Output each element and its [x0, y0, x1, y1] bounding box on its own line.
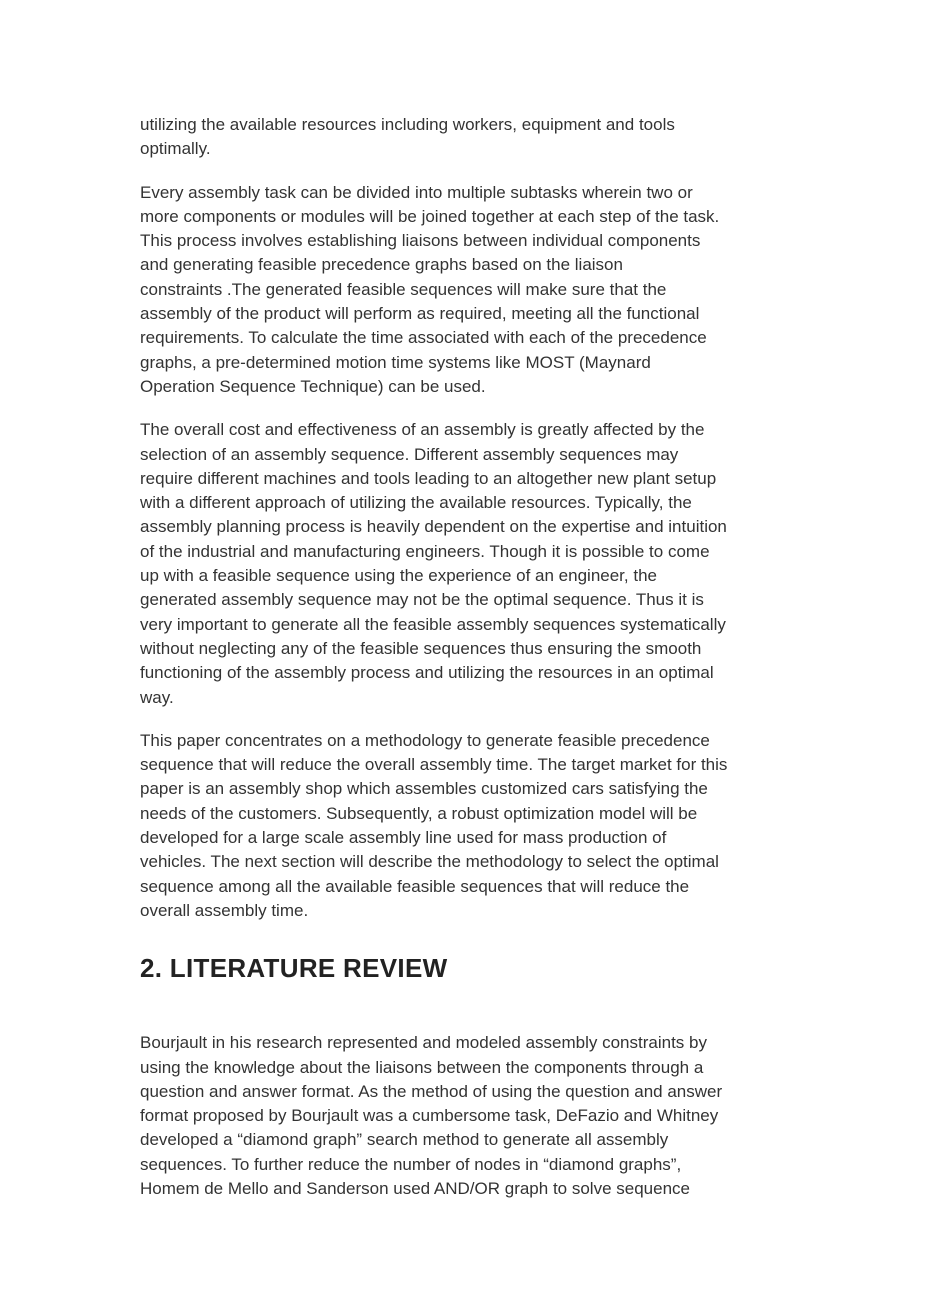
- section-heading-literature-review: 2. LITERATURE REVIEW: [140, 953, 448, 984]
- paragraph-paper-focus: This paper concentrates on a methodology to generate feasible precedence sequence that will reduce the overall assembly time. The target market for this paper is an assembly shop which assembles customized cars satisfying the needs of the customers. Subsequently, a robust optimization model will be developed for a large scale assembly line used for mass production of vehicles. The next section will describe the methodology to select the optimal sequence among all the available feasible sequences that will reduce the overall assembly time.: [140, 730, 728, 920]
- paragraph-assembly-subtasks: Every assembly task can be divided into multiple subtasks wherein two or more components or modules will be joined together at each step of the task. This process involves establishing liaisons between individual components and generating feasible precedence graphs based on the liaison constraints .The generated feasible sequences will make sure that the assembly of the product will perform as required, meeting all the functional requirements. To calculate the time associated with each of the precedence graphs, a pre-determined motion time systems like MOST (Maynard Operation Sequence Technique) can be used.: [140, 182, 720, 396]
- paragraph-cost-effectiveness: The overall cost and effectiveness of an assembly is greatly affected by the selection of an assembly sequence. Different assembly sequences may require different machines and tools leading to an altogether new plant setup with a different approach of utilizing the available resources. Typically, the assembly planning process is heavily dependent on the expertise and intuition of the industrial and manufacturing engineers. Though it is possible to come up with a feasible sequence using the experience of an engineer, the generated assembly sequence may not be the optimal sequence. Thus it is very important to generate all the feasible assembly sequences systematically without neglecting any of the feasible sequences thus ensuring the smooth functioning of the assembly process and utilizing the resources in an optimal way.: [140, 420, 727, 707]
- paragraph-intro-continuation: utilizing the available resources including workers, equipment and tools optimally.: [140, 115, 675, 159]
- document-page: [140, 113, 792, 1220]
- paragraph-bourjault: Bourjault in his research represented and modeled assembly constraints by using the knowledge about the liaisons between the components through a question and answer format. As the method of using the question and answer format proposed by Bourjault was a cumbersome task, DeFazio and Whitney developed a “diamond graph” search method to generate all assembly sequences. To further reduce the number of nodes in “diamond graphs”, Homem de Mello and Sanderson used AND/OR graph to solve sequence: [140, 1033, 723, 1198]
